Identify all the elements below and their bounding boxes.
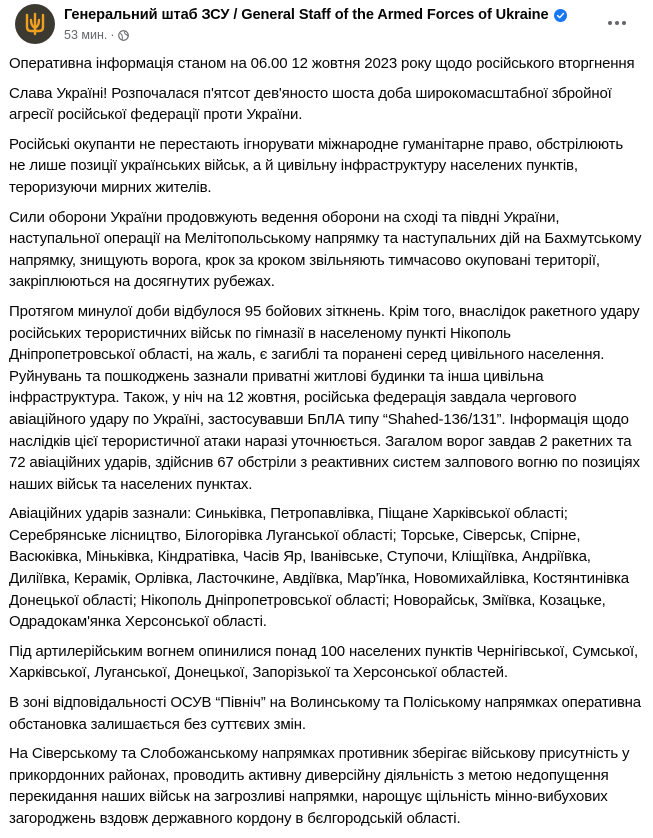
trident-icon: [24, 12, 46, 36]
more-options-button[interactable]: [605, 13, 629, 33]
post-paragraph: На Сіверському та Слобожанському напрямках противник зберігає військову присутність у прикордонних районах, проводить активну диверсійну діяльність з метою недопущення перекидання наших військ на загрозливі напрямки, нарощує щільність мінно-вибухових загороджень вздовж державного кордону в бєлгородській області.: [9, 745, 630, 827]
post-timestamp-link[interactable]: 53 мин.: [64, 28, 108, 42]
post-header: [8, 0, 653, 50]
more-options-icon-dot: [608, 21, 612, 25]
meta-separator: ·: [110, 28, 115, 42]
avatar[interactable]: [15, 4, 55, 44]
globe-icon[interactable]: [118, 30, 129, 41]
post-paragraph: Сили оборони України продовжують ведення оборони на сході та півдні України, наступальної операції на Мелітопольському напрямку та наступальних дій на Бахмутському напрямку, знищують ворога, крок за кроком звільняють тимчасово окуповані території, закріплюються на досягнутих рубежах.: [9, 208, 642, 291]
post-body: [9, 53, 649, 838]
more-options-icon-dot: [622, 21, 626, 25]
more-options-icon-dot: [615, 21, 619, 25]
post-paragraph: Російські окупанти не перестають ігнорувати міжнародне гуманітарне право, обстрілюють не лише позиції українських військ, а й цивільну інфраструктуру населених пунктів, тероризуючи мирних жителів.: [9, 135, 624, 196]
post-paragraph: Слава Україні! Розпочалася п'ятсот дев'яносто шоста доба широкомасштабної збройної агресії російської федерації проти України.: [9, 84, 612, 124]
post-paragraph: Протягом минулої доби відбулося 95 бойових зіткнень. Крім того, внаслідок ракетного удару російських терористичних військ по гімназії в населеному пункті Нікополь Дніпропетровської області, на жаль, є загиблі та поранені серед цивільного населення. Руйнувань та пошкоджень зазнали приватні житлові будинки та інша цивільна інфраструктура. Також, у ніч на 12 жовтня, російська федерація завдала чергового авіаційного удару по Україні, застосувавши БпЛА типу “Shahed-136/131”. Інформація щодо наслідків цієї терористичної атаки наразі уточнюється. Загалом ворог завдав 2 ракетних та 72 авіаційних ударів, здійснив 67 обстріли з реактивних систем залпового вогню по позиціях наших військ та населених пунктах.: [9, 302, 640, 493]
verified-badge-icon: [554, 9, 567, 22]
post-paragraph: Під артилерійським вогнем опинилися понад 100 населених пунктів Чернігівської, Сумської, Харківської, Луганської, Донецької, Запорізької та Херсонської областей.: [9, 642, 639, 682]
post-header-text: [64, 5, 567, 42]
post-paragraph: Авіаційних ударів зазнали: Синьківка, Петропавлівка, Піщане Харківської області; Серебрянське лісництво, Білогорівка Луганської області; Торське, Сіверськ, Спірне, Васюківка, Міньківка, Кіндратівка, Часів Яр, Іванівське, Ступочи, Кліщіївка, Андріївка, Диліївка, Керамік, Орлівка, Ласточкине, Авдіївка, Мар'їнка, Новомихайлівка, Костянтинівка Донецької області; Нікополь Дніпропетровської області; Новорайськ, Зміївка, Козацьке, Одрадокам'янка Херсонської області.: [9, 505, 629, 631]
author-name-link[interactable]: Генеральний штаб ЗСУ / General Staff of the Armed Forces of Ukraine: [64, 7, 549, 23]
post-paragraph: В зоні відповідальності ОСУВ “Північ” на Волинському та Поліському напрямках оперативна обстановка залишається без суттєвих змін.: [9, 694, 641, 733]
post-meta: [64, 28, 567, 42]
post-paragraph-title: Оперативна інформація станом на 06.00 12 жовтня 2023 року щодо російського вторгнення: [9, 55, 635, 72]
author-row: [64, 5, 567, 25]
